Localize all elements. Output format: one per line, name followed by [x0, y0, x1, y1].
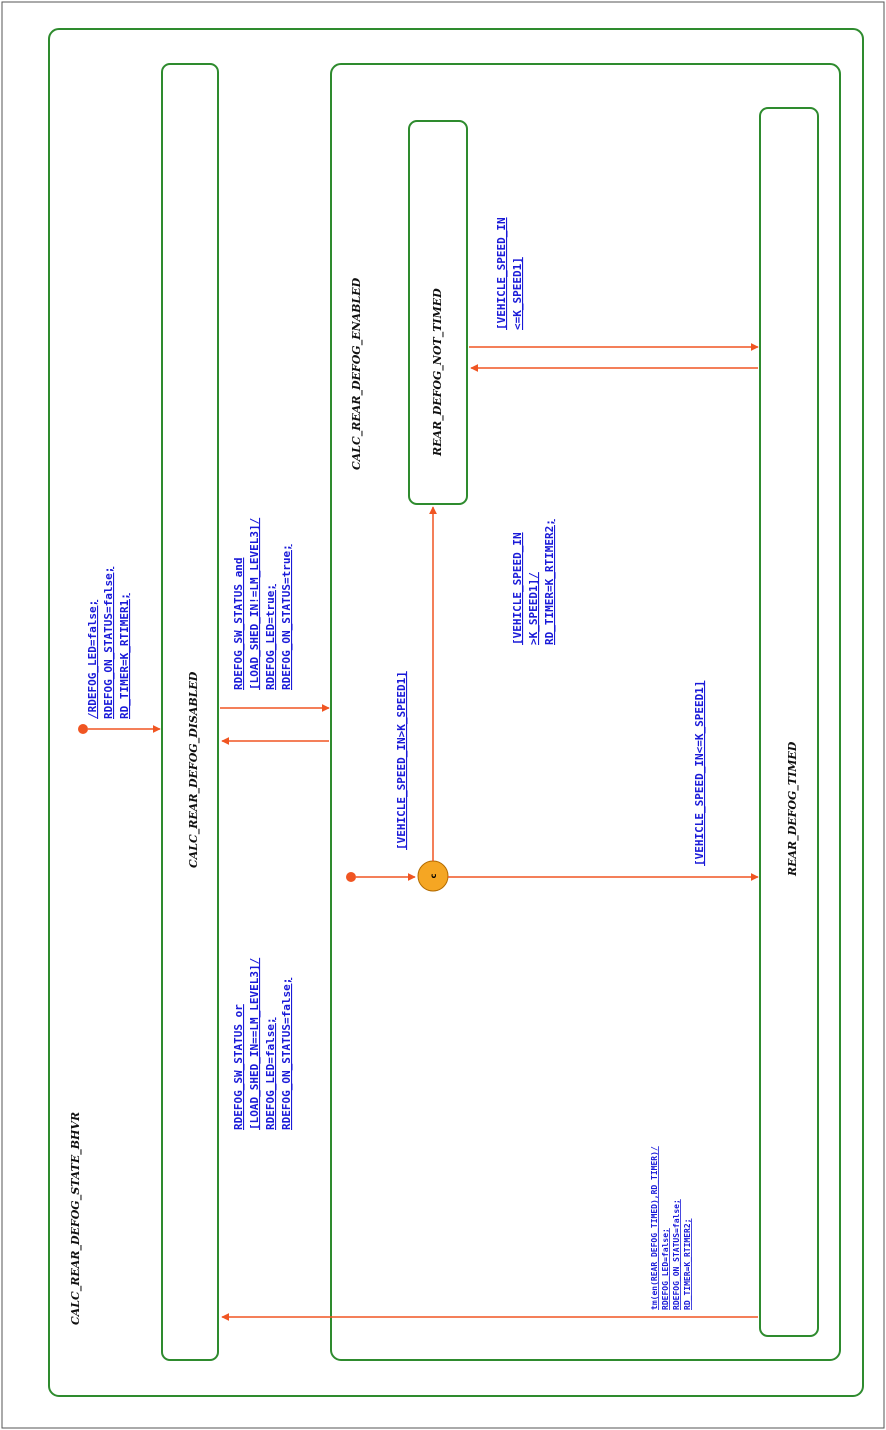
- state-outer[interactable]: [49, 29, 863, 1396]
- label-line: /RDEFOG_LED=false;: [86, 599, 99, 719]
- state-timed[interactable]: [760, 108, 818, 1336]
- page-frame: [2, 2, 884, 1428]
- label-not-timed-to-timed: [495, 217, 524, 330]
- label-line: RDEFOG_ON_STATUS=false;: [280, 977, 293, 1130]
- state-enabled-label: CALC_REAR_DEFOG_ENABLED: [350, 277, 363, 470]
- label-junction-to-timed: [693, 681, 706, 866]
- label-line: [VEHICLE_SPEED_IN>K_SPEED1]: [395, 671, 408, 850]
- label-line: RDEFOG_SW_STATUS and: [232, 557, 245, 690]
- label-timed-to-disabled: [650, 1146, 692, 1310]
- label-line: [LOAD_SHED_IN==LM_LEVEL3]/: [248, 957, 261, 1130]
- label-line: RDEFOG_LED=false;: [264, 1017, 277, 1130]
- label-disabled-to-enabled: [232, 517, 293, 690]
- label-line: [VEHICLE_SPEED_IN: [511, 532, 524, 645]
- label-line: RDEFOG_ON_STATUS=false;: [102, 566, 115, 719]
- state-timed-label: REAR_DEFOG_TIMED: [786, 741, 799, 876]
- junction-label: c: [429, 873, 438, 879]
- label-line: RDEFOG_SW_STATUS or: [232, 1004, 245, 1130]
- label-timed-to-not-timed: [511, 519, 556, 645]
- label-line: RDEFOG_ON_STATUS=false;: [672, 1199, 681, 1310]
- label-line: [LOAD_SHED_IN!=LM_LEVEL3]/: [248, 517, 261, 690]
- label-line: RD_TIMER=K_RTIMER2;: [683, 1218, 692, 1310]
- label-default-outer: [86, 567, 131, 719]
- label-line: >K_SPEED1]/: [527, 572, 540, 645]
- label-line: [VEHICLE_SPEED_IN<=K_SPEED1]: [693, 680, 706, 866]
- label-line: [VEHICLE_SPEED_IN: [495, 217, 508, 330]
- label-enabled-to-disabled: [232, 957, 293, 1130]
- label-line: RDEFOG_LED=false;: [661, 1228, 670, 1310]
- default-transition-dot-inner: [346, 872, 356, 882]
- label-line: <=K_SPEED1]: [511, 257, 524, 330]
- state-not-timed-label: REAR_DEFOG_NOT_TIMED: [431, 288, 444, 456]
- label-line: RDEFOG_LED=true;: [264, 584, 277, 690]
- label-line: RD_TIMER=K_RTIMER2;: [543, 519, 556, 645]
- default-transition-dot-outer: [78, 724, 88, 734]
- label-line: RD_TIMER=K_RTIMER1;: [118, 593, 131, 719]
- label-junction-to-not-timed: [395, 671, 408, 850]
- state-outer-label: CALC_REAR_DEFOG_STATE_BHVR: [69, 1111, 82, 1325]
- label-line: RDEFOG_ON_STATUS=true;: [280, 544, 293, 690]
- state-disabled-label: CALC_REAR_DEFOG_DISABLED: [187, 671, 200, 868]
- label-line: tm(en(REAR_DEFOG_TIMED),RD_TIMER)/: [650, 1146, 659, 1310]
